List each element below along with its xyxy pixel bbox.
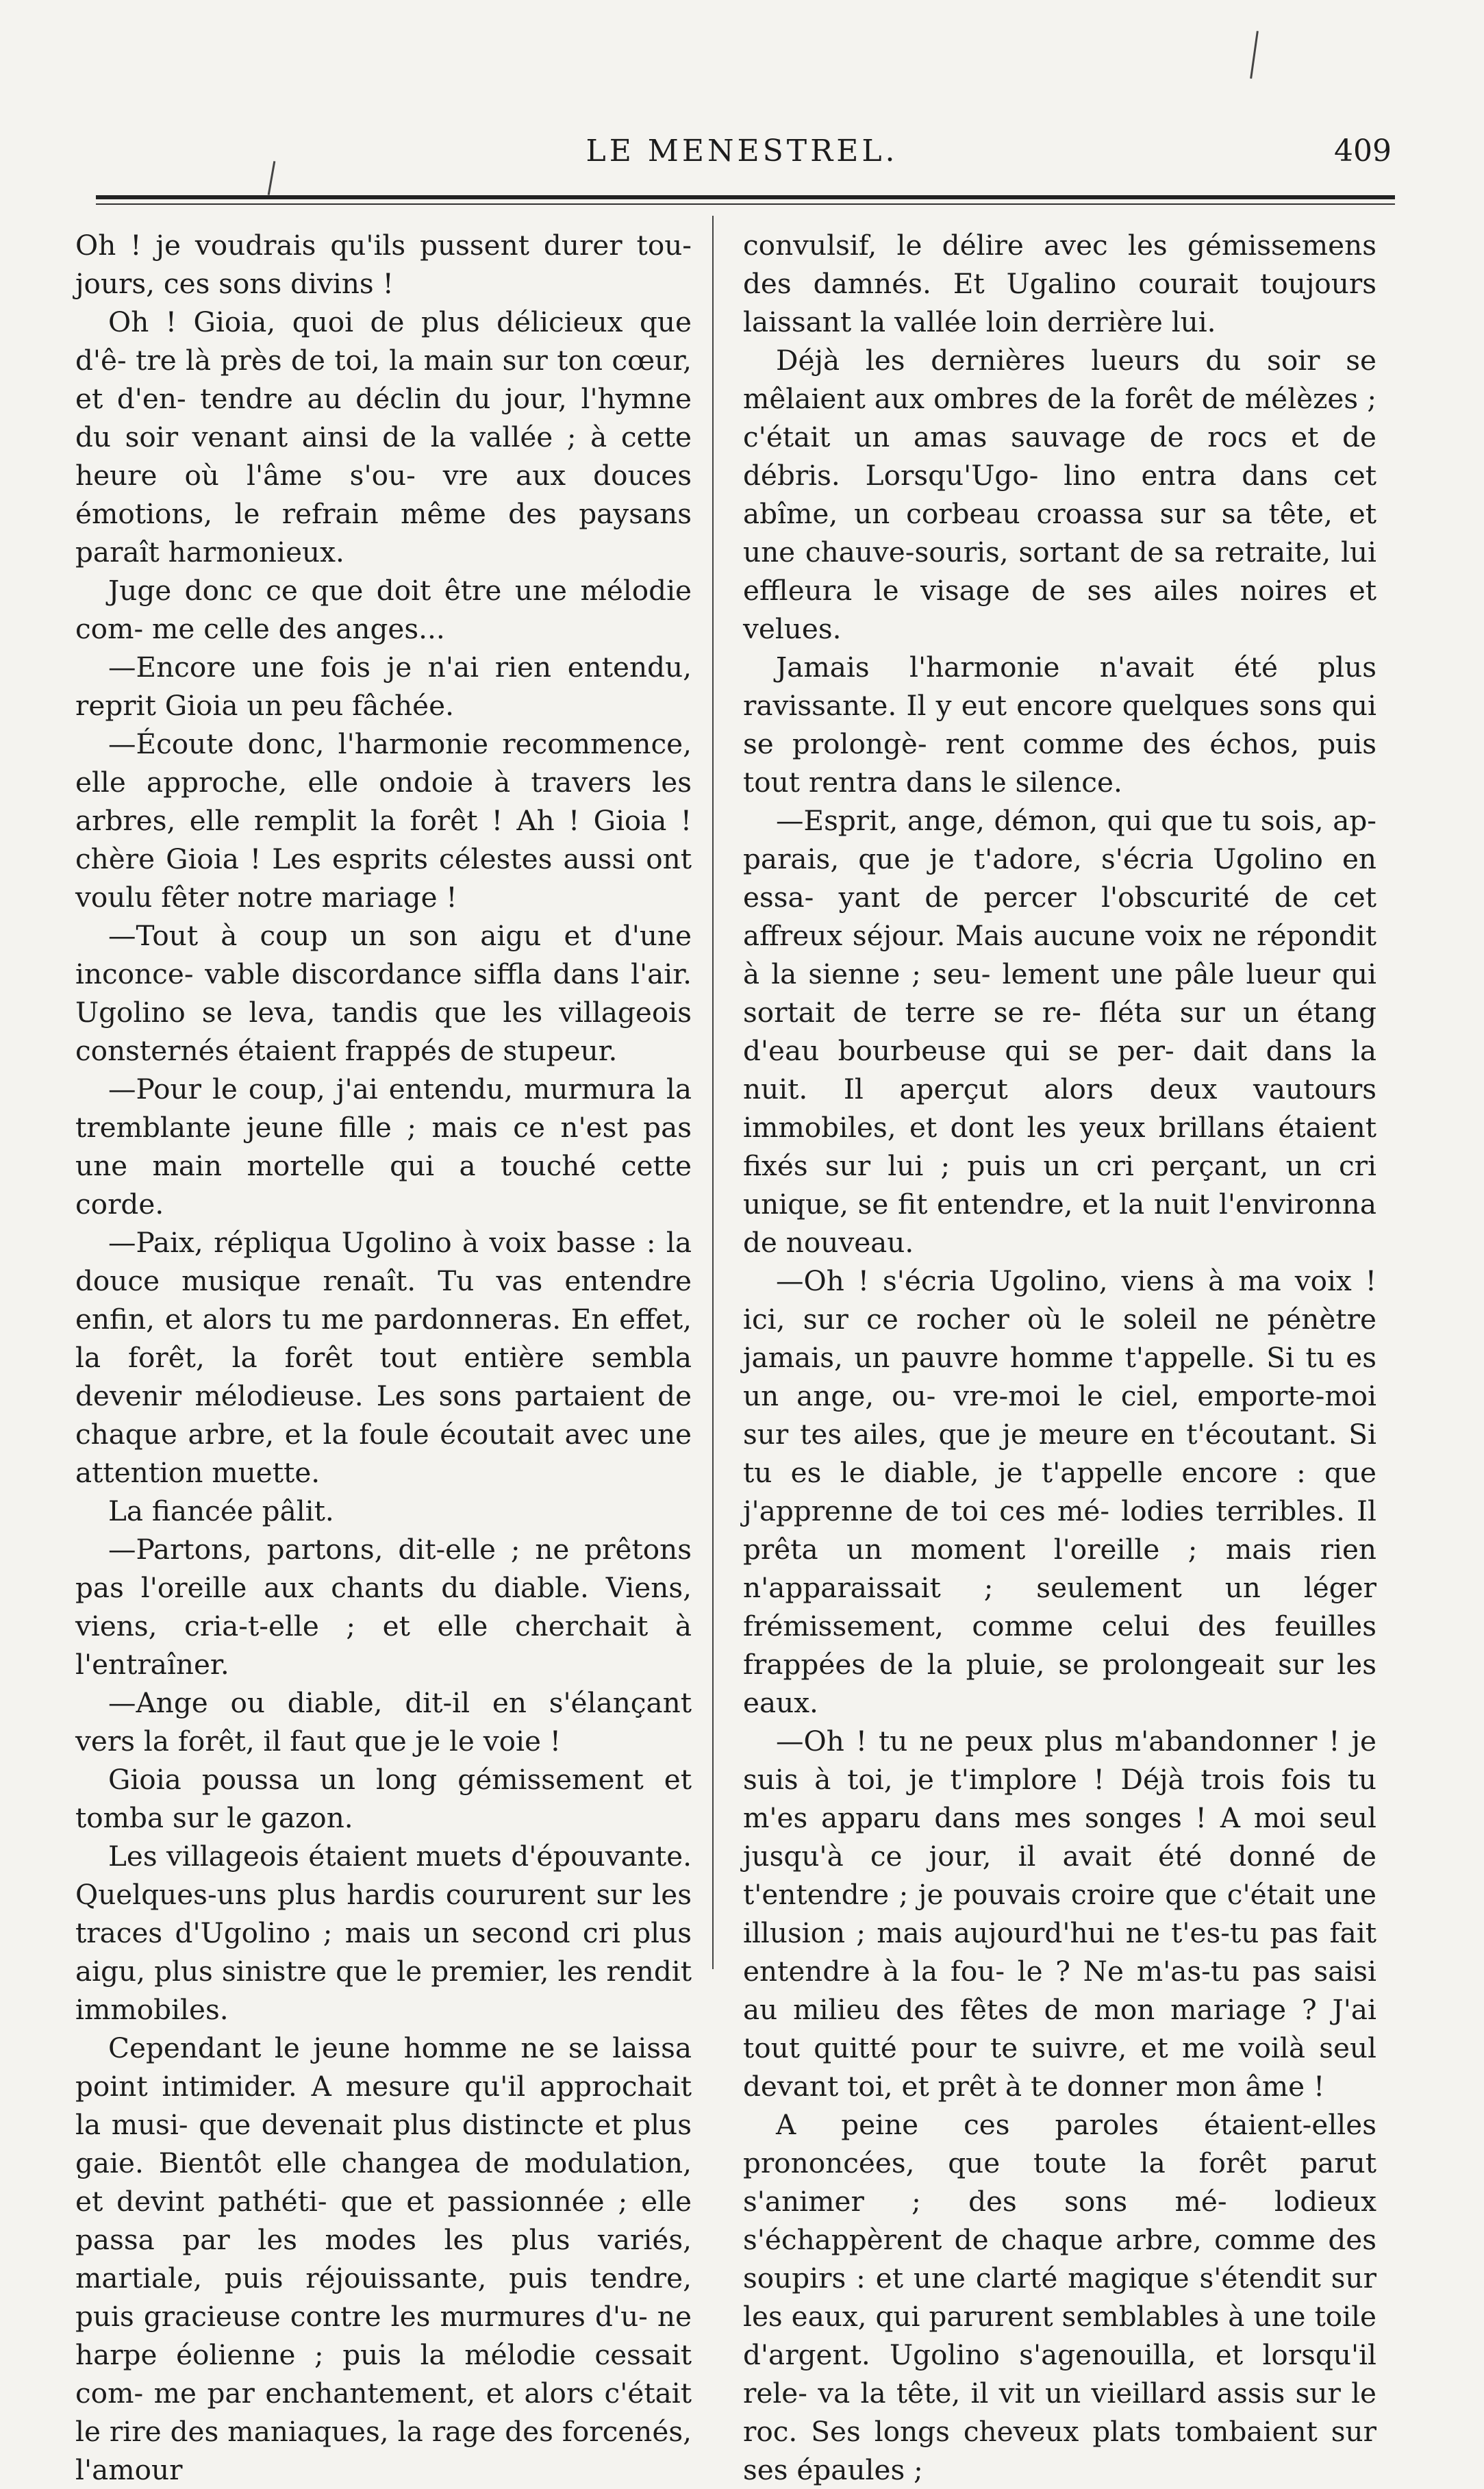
paragraph: convulsif, le délire avec les gémissemens des damnés. Et Ugalino courait toujours laissant la vallée loin derrière lui. — [743, 229, 1376, 338]
paragraph: Déjà les dernières lueurs du soir se mêlaient aux ombres de la forêt de mélèzes ; c'était un amas sauvage de rocs et de débris. Lorsqu'Ugo- lino entra dans cet abîme, un corbeau croassa sur sa tête, et une chauve-souris, sortant de sa retraite, lui effleura le visage de ses ailes noires et velues. — [743, 344, 1376, 645]
paragraph: —Ange ou diable, dit-il en s'élançant vers la forêt, il faut que je le voie ! — [75, 1686, 692, 1758]
header-rule-thin — [96, 203, 1395, 205]
paragraph: Cependant le jeune homme ne se laissa point intimider. A mesure qu'il approchait la musi- que devenait plus distincte et plus gaie. Bientôt elle changea de modulation, et devint pathéti- que et passionnée ; elle passa par les modes les plus variés, martiale, puis réjouissante, puis tendre, puis gracieuse contre les murmures d'u- ne harpe éolienne ; puis la mélodie cessait com- me par enchantement, et alors c'était le rire des maniaques, la rage des forcenés, l'amour — [75, 2031, 692, 2486]
pen-mark — [1250, 31, 1259, 79]
paragraph: —Tout à coup un son aigu et d'une inconce- vable discordance siffla dans l'air. Ugolino se leva, tandis que les villageois consternés étaient frappés de stupeur. — [75, 919, 692, 1067]
paragraph: —Partons, partons, dit-elle ; ne prêtons pas l'oreille aux chants du diable. Viens, viens, cria-t-elle ; et elle cherchait à l'entraîner. — [75, 1533, 692, 1681]
paragraph: —Esprit, ange, démon, qui que tu sois, ap- parais, que je t'adore, s'écria Ugolino en essa- yant de percer l'obscurité de cet affreux séjour. Mais aucune voix ne répondit à la sienne ; seu- lement une pâle lueur qui sortait de terre se re- fléta sur un étang d'eau bourbeuse qui se per- dait dans la nuit. Il aperçut alors deux vautours immobiles, et dont les yeux brillans étaient fixés sur lui ; puis un cri perçant, un cri unique, se fit entendre, et la nuit l'environna de nouveau. — [743, 804, 1376, 1259]
header-rule-thick — [96, 195, 1395, 199]
paragraph: Gioia poussa un long gémissement et tomba sur le gazon. — [75, 1763, 692, 1834]
left-column — [75, 226, 692, 2489]
paragraph: La fiancée pâlit. — [108, 1494, 334, 1527]
paragraph: —Oh ! s'écria Ugolino, viens à ma voix ! ici, sur ce rocher où le soleil ne pénètre jamais, un pauvre homme t'appelle. Si tu es un ange, ou- vre-moi le ciel, emporte-moi sur tes ailes, que je meure en t'écoutant. Si tu es le diable, je t'appelle encore : que j'apprenne de toi ces mé- lodies terribles. Il prêta un moment l'oreille ; mais rien n'apparaissait ; seulement un léger frémissement, comme celui des feuilles frappées de la pluie, se prolongeait sur les eaux. — [743, 1264, 1376, 1719]
paragraph: —Oh ! tu ne peux plus m'abandonner ! je suis à toi, je t'implore ! Déjà trois fois tu m'es apparu dans mes songes ! A moi seul jusqu'à ce jour, il avait été donné de t'entendre ; je pouvais croire que c'était une illusion ; mais aujourd'hui ne t'es-tu pas fait entendre à la fou- le ? Ne m'as-tu pas saisi au milieu des fêtes de mon mariage ? J'ai tout quitté pour te suivre, et me voilà seul devant toi, et prêt à te donner mon âme ! — [743, 1725, 1376, 2103]
paragraph: Les villageois étaient muets d'épouvante. Quelques-uns plus hardis coururent sur les traces d'Ugolino ; mais un second cri plus aigu, plus sinistre que le premier, les rendit immobiles. — [75, 1840, 692, 2026]
column-divider — [712, 216, 714, 1969]
paragraph: —Paix, répliqua Ugolino à voix basse : la douce musique renaît. Tu vas entendre enfin, et alors tu me pardonneras. En effet, la forêt, la forêt tout entière sembla devenir mélodieuse. Les sons partaient de chaque arbre, et la foule écoutait avec une attention muette. — [75, 1226, 692, 1489]
paragraph: Oh ! je voudrais qu'ils pussent durer tou- jours, ces sons divins ! — [75, 229, 692, 300]
publication-title: LE MENESTREL. — [586, 134, 898, 168]
paragraph: —Écoute donc, l'harmonie recommence, elle approche, elle ondoie à travers les arbres, elle remplit la forêt ! Ah ! Gioia ! chère Gioia ! Les esprits célestes aussi ont voulu fêter notre mariage ! — [75, 727, 692, 914]
paragraph: —Pour le coup, j'ai entendu, murmura la tremblante jeune fille ; mais ce n'est pas une main mortelle qui a touché cette corde. — [75, 1073, 692, 1221]
page-header — [89, 120, 1395, 182]
right-column — [743, 226, 1376, 2489]
paragraph: Juge donc ce que doit être une mélodie com- me celle des anges... — [75, 574, 692, 645]
paragraph: —Encore une fois je n'ai rien entendu, reprit Gioia un peu fâchée. — [75, 651, 692, 722]
paragraph: Oh ! Gioia, quoi de plus délicieux que d'ê- tre là près de toi, la main sur ton cœur, et d'en- tendre au déclin du jour, l'hymne du soir venant ainsi de la vallée ; à cette heure où l'âme s'ou- vre aux douces émotions, le refrain même des paysans paraît harmonieux. — [75, 305, 692, 568]
paragraph: Jamais l'harmonie n'avait été plus ravissante. Il y eut encore quelques sons qui se prolongè- rent comme des échos, puis tout rentra dans le silence. — [743, 651, 1376, 799]
paragraph: A peine ces paroles étaient-elles prononcées, que toute la forêt parut s'animer ; des sons mé- lodieux s'échappèrent de chaque arbre, comme des soupirs : et une clarté magique s'étendit sur les eaux, qui parurent semblables à une toile d'argent. Ugolino s'agenouilla, et lorsqu'il rele- va la tête, il vit un vieillard assis sur le roc. Ses longs cheveux plats tombaient sur ses épaules ; — [743, 2108, 1376, 2486]
page-number: 409 — [1334, 134, 1392, 168]
